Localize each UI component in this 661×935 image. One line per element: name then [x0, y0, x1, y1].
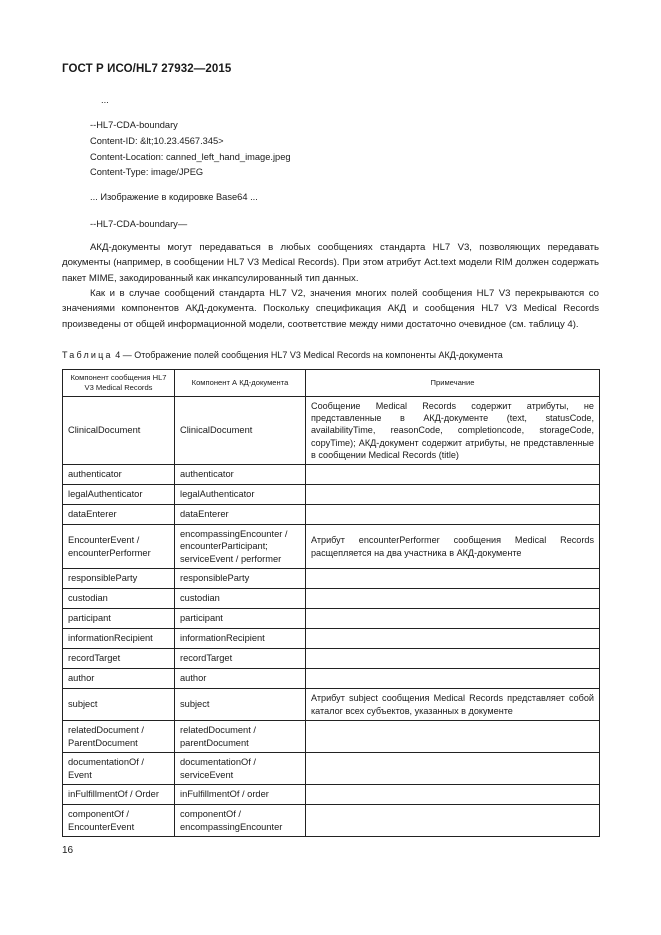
- cell-cda: recordTarget: [175, 649, 306, 669]
- cell-note: [306, 649, 600, 669]
- cell-cda: author: [175, 669, 306, 689]
- table-row: [63, 721, 600, 753]
- cell-cda: participant: [175, 609, 306, 629]
- cell-note: [306, 609, 600, 629]
- page-number: 16: [62, 845, 74, 856]
- cell-note: [306, 785, 600, 805]
- table-row: [63, 397, 600, 465]
- cell-cda: informationRecipient: [175, 629, 306, 649]
- cell-cda: dataEnterer: [175, 505, 306, 525]
- code-line: --HL7-CDA-boundary: [90, 120, 178, 130]
- cell-note: Атрибут encounterPerformer сообщения Medical Records расщепляется на два участника в АКД-документе: [306, 525, 600, 569]
- cell-msg: inFulfillmentOf / Order: [63, 785, 175, 805]
- cell-cda: legalAuthenticator: [175, 485, 306, 505]
- cell-msg: custodian: [63, 589, 175, 609]
- table-row: [63, 465, 600, 485]
- table-row: [63, 609, 600, 629]
- header-msg-component: Компонент сообщения HL7 V3 Medical Records: [63, 370, 175, 397]
- header-note: Примечание: [306, 370, 600, 397]
- table-row: [63, 569, 600, 589]
- code-line: Content-Location: canned_left_hand_image.jpeg: [90, 152, 291, 162]
- cell-msg: author: [63, 669, 175, 689]
- table-row: [63, 505, 600, 525]
- table-row: [63, 753, 600, 785]
- cell-cda: relatedDocument / parentDocument: [175, 721, 306, 753]
- cell-note: [306, 505, 600, 525]
- table-row: [63, 689, 600, 721]
- table-row: [63, 805, 600, 837]
- cell-msg: legalAuthenticator: [63, 485, 175, 505]
- cell-msg: EncounterEvent / encounterPerformer: [63, 525, 175, 569]
- table-row: [63, 589, 600, 609]
- cell-note: [306, 465, 600, 485]
- cell-cda: encompassingEncounter / encounterParticipant; serviceEvent / performer: [175, 525, 306, 569]
- cell-note: [306, 753, 600, 785]
- table-header-row: [63, 370, 600, 397]
- cell-cda: ClinicalDocument: [175, 397, 306, 465]
- cell-msg: responsibleParty: [63, 569, 175, 589]
- cell-msg: componentOf / EncounterEvent: [63, 805, 175, 837]
- cell-cda: inFulfillmentOf / order: [175, 785, 306, 805]
- mapping-table: [62, 369, 600, 837]
- cell-msg: subject: [63, 689, 175, 721]
- cell-note: [306, 629, 600, 649]
- cell-msg: documentationOf / Event: [63, 753, 175, 785]
- table-caption-text: 4 — Отображение полей сообщения HL7 V3 Medical Records на компоненты АКД-документа: [115, 350, 503, 360]
- cell-note: Атрибут subject сообщения Medical Records представляет собой каталог всех субъектов, указанных в документе: [306, 689, 600, 721]
- cell-msg: ClinicalDocument: [63, 397, 175, 465]
- standard-header: ГОСТ Р ИСО/HL7 27932—2015: [62, 63, 232, 75]
- cell-note: [306, 805, 600, 837]
- cell-note: [306, 485, 600, 505]
- table-caption: [62, 350, 503, 360]
- table-row: [63, 669, 600, 689]
- table-row: [63, 525, 600, 569]
- cell-note: Сообщение Medical Records содержит атрибуты, не представленные в АКД-документе (text, statusCode, availabilityTime, reasonCode, completioncode, storageCode, copyTime); АКД-документ содержит атрибуты, не представленные в сообщении Medical Records (title): [306, 397, 600, 465]
- cell-cda: responsibleParty: [175, 569, 306, 589]
- table-caption-label: Таблица: [62, 350, 113, 360]
- body-paragraph-1: АКД-документы могут передаваться в любых сообщениях стандарта HL7 V3, позволяющих передавать документы (например, в сообщении HL7 V3 Medical Records). При этом атрибут Act.text модели RIM должен содержать пакет MIME, закодированный как инкапсулированный тип данных.: [62, 242, 599, 284]
- code-line: Content-Type: image/JPEG: [90, 167, 204, 177]
- cell-cda: custodian: [175, 589, 306, 609]
- cell-cda: componentOf / encompassingEncounter: [175, 805, 306, 837]
- cell-cda: authenticator: [175, 465, 306, 485]
- cell-msg: informationRecipient: [63, 629, 175, 649]
- cell-msg: authenticator: [63, 465, 175, 485]
- cell-note: [306, 669, 600, 689]
- table-row: [63, 629, 600, 649]
- cell-msg: participant: [63, 609, 175, 629]
- table-row: [63, 785, 600, 805]
- cell-cda: documentationOf / serviceEvent: [175, 753, 306, 785]
- code-base64-line: ... Изображение в кодировке Base64 ...: [90, 192, 258, 202]
- body-paragraph-2: Как и в случае сообщений стандарта HL7 V2, значения многих полей сообщения HL7 V3 перекрываются со значениями компонентов АКД-документа. Поскольку спецификация АКД и сообщения HL7 V3 Medical Records произведены от общей информационной модели, соответствие между ними достаточно очевидное (см. таблицу 4).: [62, 288, 599, 330]
- cell-note: [306, 721, 600, 753]
- table-row: [63, 485, 600, 505]
- code-line: Content-ID: &lt;10.23.4567.345>: [90, 136, 224, 146]
- cell-msg: dataEnterer: [63, 505, 175, 525]
- header-cda-component: Компонент А КД-документа: [175, 370, 306, 397]
- cell-msg: relatedDocument / ParentDocument: [63, 721, 175, 753]
- cell-note: [306, 589, 600, 609]
- cell-note: [306, 569, 600, 589]
- code-end-boundary: --HL7-CDA-boundary—: [90, 219, 188, 229]
- code-ellipsis: ...: [101, 95, 109, 105]
- table-row: [63, 649, 600, 669]
- cell-cda: subject: [175, 689, 306, 721]
- cell-msg: recordTarget: [63, 649, 175, 669]
